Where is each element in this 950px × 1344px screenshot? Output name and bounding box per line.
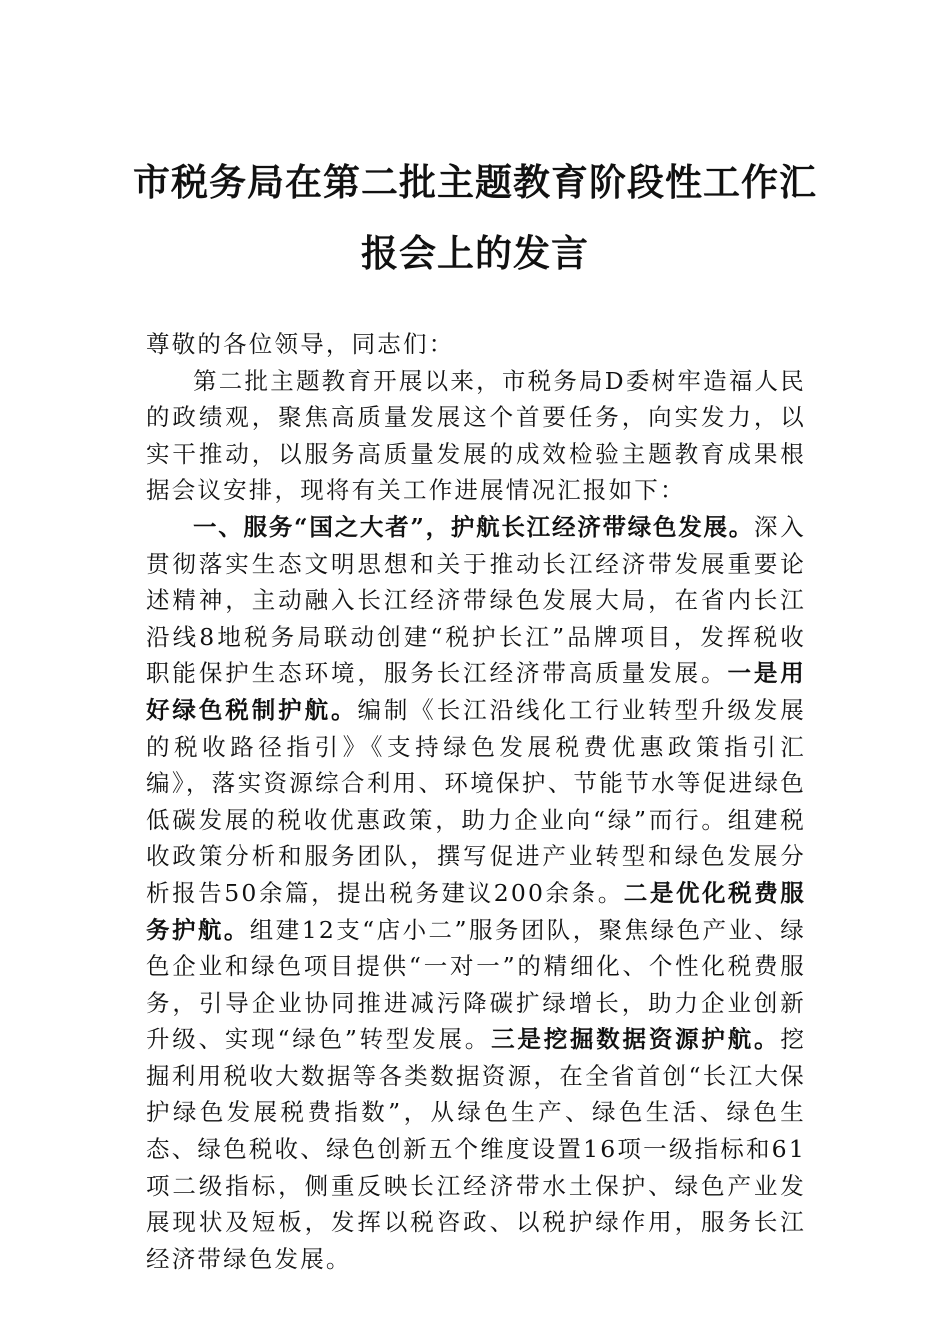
point-2-title: 二是优化税费服务护航。: [146, 878, 806, 944]
section-1-heading: 一、服务“国之大者”，护航长江经济带绿色发展。: [193, 512, 755, 541]
document-title-line-2: 报会上的发言: [361, 231, 589, 275]
point-2-text: 组建12支“店小二”服务团队，聚焦绿色产业、绿色企业和绿色项目提供“一对一”的精细化、个性化税费服务，引导企业协同推进减污降碳扩绿增长，助力企业创新升级、实现“绿色”转型发展。: [146, 915, 806, 1054]
salutation: 尊敬的各位领导，同志们：: [146, 330, 455, 358]
point-3-title: 三是挖掘数据资源护航。: [491, 1025, 781, 1054]
section-1-paragraph: [146, 509, 806, 1277]
section-1-lead: 深入贯彻落实生态文明思想和关于推动长江经济带发展重要论述精神，主动融入长江经济带绿色发展大局，在省内长江沿线8地税务局联动创建“税护长江”品牌项目，发挥税收职能保护生态环境，服务长江经济带高质量发展。: [146, 512, 806, 688]
document-body: [146, 326, 806, 1277]
document-title-line-1: 市税务局在第二批主题教育阶段性工作汇: [133, 160, 817, 204]
point-3-text: 挖掘利用税收大数据等各类数据资源，在全省首创“长江大保护绿色发展税费指数”，从绿色生产、绿色生活、绿色生态、绿色税收、绿色创新五个维度设置16项一级指标和61项二级指标，侧重反映长江经济带水土保护、绿色产业发展现状及短板，发挥以税咨政、以税护绿作用，服务长江经济带绿色发展。: [146, 1025, 807, 1273]
point-1-text: 编制《长江沿线化工行业转型升级发展的税收路径指引》《支持绿色发展税费优惠政策指引汇编》，落实资源综合利用、环境保护、节能节水等促进绿色低碳发展的税收优惠政策，助力企业向“绿”而行。组建税收政策分析和服务团队，撰写促进产业转型和绿色发展分析报告50余篇，提出税务建议200余条。: [146, 695, 806, 907]
point-1-title: 一是用好绿色税制护航。: [146, 659, 806, 724]
intro-paragraph: 第二批主题教育开展以来，市税务局D委树牢造福人民的政绩观，聚焦高质量发展这个首要任务，向实发力，以实干推动，以服务高质量发展的成效检验主题教育成果根据会议安排，现将有关工作进展情况汇报如下：: [146, 366, 806, 505]
